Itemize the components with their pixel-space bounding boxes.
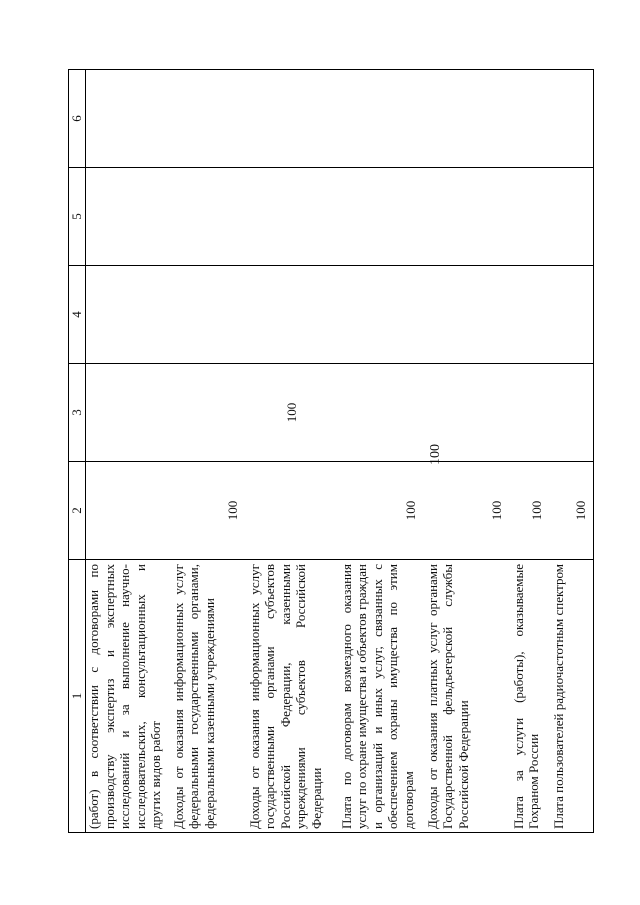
row-value-col3: [424, 364, 510, 462]
table-row: [170, 70, 246, 833]
row-value-col4: [550, 266, 594, 364]
table-row: [550, 70, 594, 833]
row-description: (работ) в соответствии с договорами по производству экспертиз и экспертных исследований и за выполнение научно-исследовательских, консультационных и других видов работ: [86, 560, 170, 833]
page-number: 100: [428, 444, 443, 465]
row-value-col5: [424, 168, 510, 266]
row-value-col2: [246, 462, 338, 560]
row-value-col3: [338, 364, 424, 462]
row-value-col2: 100: [170, 462, 246, 560]
header-col-3: 3: [69, 364, 86, 462]
row-description: Плата пользователей радиочастотным спектром: [550, 560, 594, 833]
header-col-5: 5: [69, 168, 86, 266]
row-value-col6: [246, 70, 338, 168]
row-value-col5: [170, 168, 246, 266]
row-value-col6: [550, 70, 594, 168]
row-value-col2: [86, 462, 170, 560]
row-value-col2: 100: [510, 462, 550, 560]
header-row: [69, 70, 86, 833]
table-row: [338, 70, 424, 833]
row-description: Доходы от оказания информационных услуг федеральными государственными органами, федеральными казенными учреждениями: [170, 560, 246, 833]
row-value-col5: [246, 168, 338, 266]
row-description: Доходы от оказания информационных услуг государственными органами субъектов Российской Федерации, казенными учреждениями субъектов Российской Федерации: [246, 560, 338, 833]
row-value-col6: [170, 70, 246, 168]
row-value-col6: [86, 70, 170, 168]
row-value-col2: 100: [550, 462, 594, 560]
row-value-col6: [338, 70, 424, 168]
row-value-col6: [424, 70, 510, 168]
revenue-table: [68, 69, 594, 833]
row-value-col4: [510, 266, 550, 364]
header-col-2: 2: [69, 462, 86, 560]
row-value-col2: 100: [424, 462, 510, 560]
row-value-col3: [550, 364, 594, 462]
header-col-4: 4: [69, 266, 86, 364]
header-col-6: 6: [69, 70, 86, 168]
row-value-col4: [338, 266, 424, 364]
row-value-col3: [86, 364, 170, 462]
table-row: [246, 70, 338, 833]
row-value-col2: 100: [338, 462, 424, 560]
row-value-col5: [510, 168, 550, 266]
row-description: Плата по договорам возмездного оказания услуг по охране имущества и объектов граждан и организаций и иных услуг, связанных с обеспечением охраны имущества по этим договорам: [338, 560, 424, 833]
row-value-col5: [86, 168, 170, 266]
header-col-1: 1: [69, 560, 86, 833]
row-value-col4: [170, 266, 246, 364]
row-value-col5: [550, 168, 594, 266]
row-description: Доходы от оказания платных услуг органами Государственной фельдъегерской службы Российской Федерации: [424, 560, 510, 833]
row-description: Плата за услуги (работы), оказываемые Гохраном России: [510, 560, 550, 833]
table-row: [424, 70, 510, 833]
table-row: [510, 70, 550, 833]
row-value-col3: [170, 364, 246, 462]
row-value-col4: [424, 266, 510, 364]
row-value-col6: [510, 70, 550, 168]
row-value-col3: 100: [246, 364, 338, 462]
row-value-col3: [510, 364, 550, 462]
table-row: [86, 70, 170, 833]
row-value-col4: [246, 266, 338, 364]
row-value-col4: [86, 266, 170, 364]
row-value-col5: [338, 168, 424, 266]
